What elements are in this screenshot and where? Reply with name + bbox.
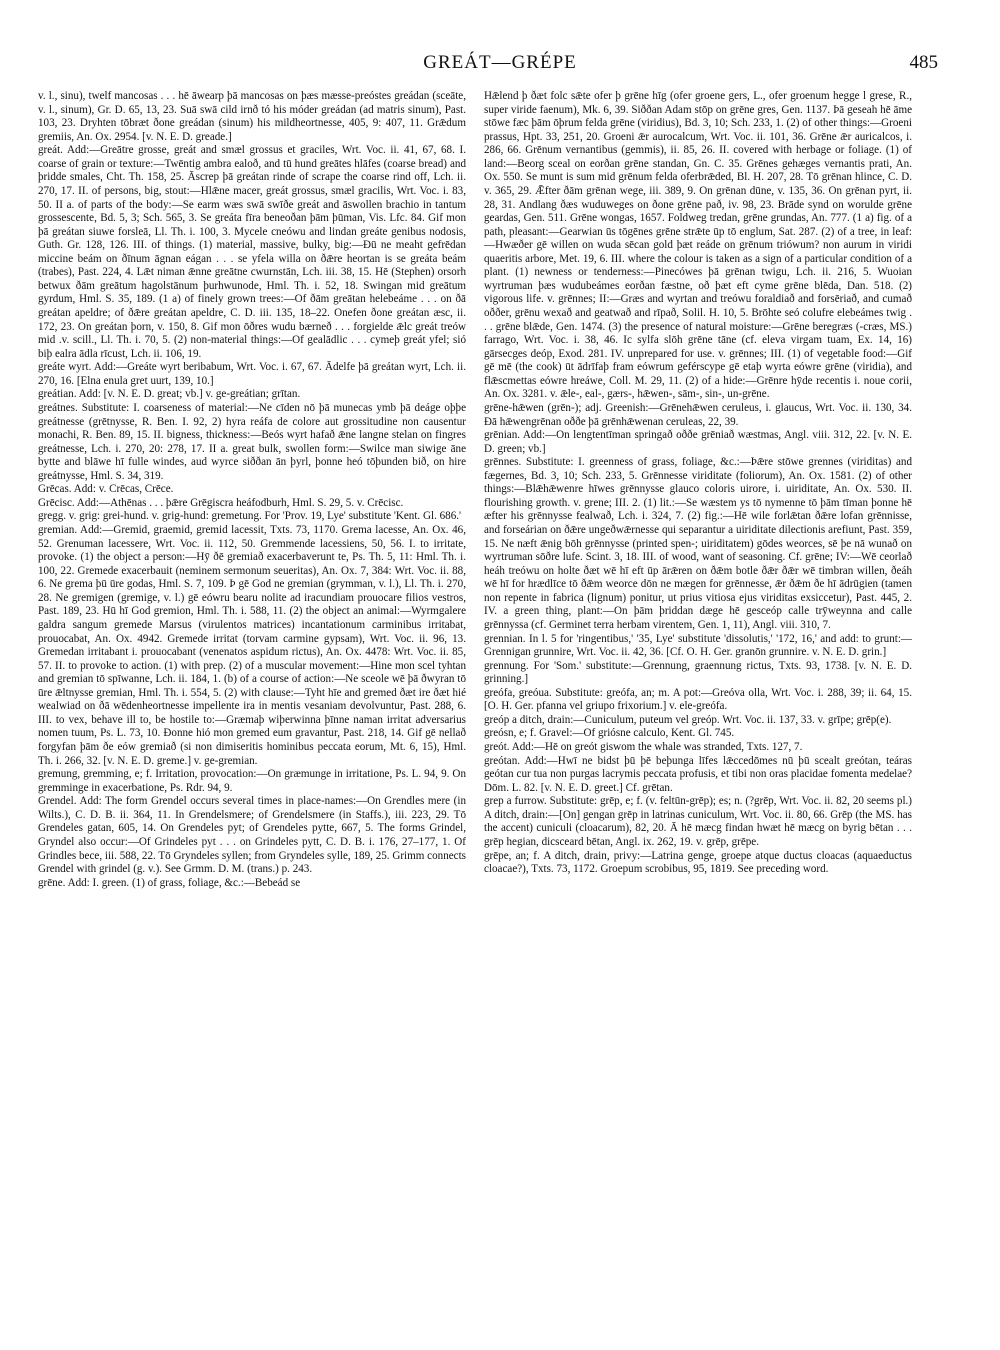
- dictionary-entry: grēne-hǣwen (grēn-); adj. Greenish:—Grēnehǣwen ceruleus, i. glaucus, Wrt. Voc. ii. 130, 34. Ðā hǣwengrēnan oððe þā grēnhǣwenan ceruleas, 22, 39.: [484, 401, 912, 428]
- dictionary-entry: greátnes. Substitute: I. coarseness of material:—Ne cīden nō þā munecas ymb þā deáge oþþe greátnesse (grētnysse, R. Ben. I. 92, 2) hyra reáfa de colore aut grossitudine non causentur monachi, R. Ben. 89, 15. II. bigness, thickness:—Beós wyrt hafað ǣne langne stelan on fingres greátnesse, Lch. i. 270, 20: 278, 17. II a. great bulk, swollen form:—Swilce man siwige āne bytte and blāwe hī fulle windes, aud wyrce siððan ān þyrl, þonne heó tōþunden bið, on hire greátnysse, Hml. S. 34, 319.: [38, 401, 466, 482]
- dictionary-entry: Hǣlend þ ðæt folc sǣte ofer þ grēne hīg (ofer groene gers, L., ofer groenum hegge l grese, R., super viride faenum), Mk. 6, 39. Siððan Adam stōp on grēne gres, Gen. 1137. Þā geseah hē āme stōwe fæc þām ōþrum felda grēne (viridius), Bd. 3, 10; Sch. 233, 1. (2) of other things:—Groeni prassus, Hpt. 33, 251, 20. Groeni ǣr aurocalcum, Wrt. Voc. ii. 101, 36. Grēne ǣr auricalcos, i. 286, 66. Grēnum vernantibus (gemmis), ii. 85, 26. II. covered with herbage or foliage. (1) of land:—Beorg sceal on eorðan grēne standan, Gn. C. 35. Grēnes gehæges vernantis prati, An. Ox. 550. Se munt is sum mid grēnum felda oferbrǣded, Bl. H. 207, 28. Tō grēnan hlince, C. D. v. 365, 29. Ǣfter ðām grēnan wege, iii. 389, 9. On grēnan dūne, v. 135, 36. On grēnan pyrt, ii. 28, 31. Andlang ðæs wuduweges on ðone grēne pað, iv. 98, 23. Brāde synd on worulde grēne geardas, Gen. 511. Grēne wongas, 1657. Foldweg tredan, grēne grundas, An. 777. (1 a) fig. of a path, pleasant:—Gearwian ūs tōgēnes grēne strǣte ūp tō englum, Sat. 287. (2) of a tree, in leaf:—Hwæðer gē willen on wuda sēcan gold þæt reáde on grēnum triówum? non aurum in viridi quaeritis arbore, Met. 19, 6. III. where the colour is taken as a sign of a particular condition of a plant. (1) newness or tenderness:—Pinecówes þā grēnan twigu, Lch. ii. 216, 5. Wuoian wyrtruman þæs wudubeámes eorðan fæstne, oð þæt eft cyme grēne blēda, Dan. 518. (2) vigorous life. v. grēnnes; II:—Græs and wyrtan and treówu foraldiað and forsēriað, and cumað oððer, grēnu wexað and geatwað and rīpað, Solil. H. 10, 5. Brōhte seó colufre elebeámes twig . . . grēne blǣde, Gen. 1474. (3) the presence of natural moisture:—Grēne beregræs (-cræs, MS.) farrago, Wrt. Voc. i. 38, 46. Ic sylfa slōh grēne tāne (cf. eleva virgam tuam, Ex. 14, 16) gārsecges deóp, Exod. 281. IV. unprepared for use. v. grēnnes; III. (1) of vegetable food:—Gif gē mē (the cook) ūt ādrīfaþ fram eówrum geférscype gē etaþ wyrta eówre grēne (viridia), and flǣscmettas eówre hreáwe, Coll. M. 29, 11. (2) of a hide:—Grēnre hȳde recentis i. noue corii, An. Ox. 3281. v. ǣle-, eal-, gærs-, hǣwen-, sām-, sin-, un-grēne.: [484, 90, 912, 401]
- dictionary-entry: v. l., sinu), twelf mancosas . . . hē āwearp þā mancosas on þæs mæsse-preóstes greádan (sceāte, v. l., sinum), Gr. D. 65, 13, 23. Suā swā cild irnð tó his móder greádan (ad matris sinum), Past. 103, 23. Dryhten tōbræt ðone greádan (sinum) his mildheortnesse, 405, 9: 407, 11. Grǣdum gremiis, An. Ox. 2954. [v. N. E. D. greade.]: [38, 90, 466, 143]
- dictionary-entry: greát. Add:—Greātre grosse, greát and smæl grossus et graciles, Wrt. Voc. ii. 41, 67, 68. I. coarse of grain or texture:—Twēntig ambra ealoð, and tū hund greātes hlāfes (coarse bread) and þridde smales, Cht. Th. 158, 25. Āscrep þā greátan rinde of scrape the coarse rind off, Lch. ii. 270, 17. II. of persons, big, stout:—Hlǣne macer, greát grossus, smæl gracilis, Wrt. Voc. i. 83, 50. II a. of parts of the body:—Se earm wæs swā swīðe greát and āswollen brachio in tantum grossescente, Bd. 5, 3; Sch. 565, 3. Se greáta fīra beneoðan þām þūman, Vis. Lfc. 84. Gif mon þā greátan siuwe forsleā, Ll. Th. i. 100, 3. Mycele cneówu and lindan greáte genibus nodosis, Guth. Gr. 128, 126. III. of things. (1) material, massive, bulky, big:—Ðū ne meaht gefrēdan miccine beám on ðīnum āgnan eágan . . . se yfela willa on ðǣre heortan is se greáta beám (trabes), Past. 224, 4. Lǣt niman ǣnne greātne cwurnstān, Lch. iii. 38, 15. Hē (Stephen) orsorh betwux ðām greātum hagolstānum þurhwunode, Hml. Th. i. 52, 18. Swingan mid greātum gyrdum, Hml. S. 35, 189. (1 a) of finely grown trees:—Of ðām greātan helebeáme . . . on ðā greátan apeldre; of ðǣre greátan apeldre, C. D. iii. 135, 18–22. Onefen ðone greátan æsc, ii. 172, 23. On greátan þorn, v. 150, 8. Gif mon ōðres wudu bærneð . . . forgielde ǣlc greát treów mid .v. scill., Ll. Th. i. 70, 5. (2) non-material things:—Of gealādlic . . . cymeþ greát yfel; sió biþ ealra ādla rīcust, Lch. ii. 106, 19.: [38, 144, 466, 360]
- dictionary-entry: grennian. In l. 5 for 'ringentibus,' '35, Lye' substitute 'dissolutis,' '172, 16,' and add: to grunt:—Grennigan grunnire, Wrt. Voc. ii. 42, 36. [Cf. O. H. Ger. granōn grunnire. v. N. E. D. grin.]: [484, 632, 912, 659]
- dictionary-entry: gremian. Add:—Gremid, graemid, gremid lacessit, Txts. 73, 1170. Grema lacesse, An. Ox. 46, 52. Grenuman lacessere, Wrt. Voc. ii. 112, 50. Gremmende lacessiens, 50, 56. I. to irritate, provoke. (1) the object a person:—Hȳ ðē gremiað exacerbaverunt te, Ps. Th. 5, 11: Hml. Th. i. 100, 22. Gremede exacerbauit (neminem sermonum seueritas), An. Ox. 7, 384: Wrt. Voc. ii. 88, 6. Ne grema þū ūre godas, Hml. S. 7, 109. Þ gē God ne gremian (grymman, v. l.), Ll. Th. i. 270, 28. Ne gremigen (gremige, v. l.) gē eówru bearu nolite ad iracundiam prouocare filios vestros, Past. 189, 23. Hū hī God gremion, Hml. Th. i. 588, 11. (2) the object an animal:—Wyrmgalere galdra sangum gremede Marsus (virulentos matrices) incantationum carminibus irritabat, prouocabat, An. Ox. 4942. Gremede irritat (torvam carmine gypsam), Wrt. Voc. ii. 96, 13. Gremedan irritabant i. prouocabant (venenatos aspidum rictus), An. Ox. 4478: Wrt. Voc. ii. 85, 57. II. to provoke to action. (1) with prep. (2) of a muscular movement:—Hine mon scel tyhtan and gremian tō spīwanne, Lch. ii. 184, 1. (b) of a course of action:—Ne sceole wē þā ðwyran tō ūre ǣltnysse gremian, Hml. Th. i. 554, 5. (2) with clause:—Tyht hīe and gremed ðæt ire ðæt hié wealwiad on ðā wēdenheortnesse impellente ira in mentis vesaniam devolvuntur, Past. 288, 6. III. to vex, behave ill to, be hostile to:—Græmaþ wiþerwinna þīnne naman irritat adversarius nomen tuum, Ps. L. 73, 10. Ðonne hió mon gremed eum gravantur, Past. 218, 14. Gif gē nellað forgyfan þām ðe eów gremiað (si non dimiseritis hominibus peccata eorum, Mt. 6, 15), Hml. Th. i. 266, 32. [v. N. E. D. greme.] v. ge-gremian.: [38, 524, 466, 767]
- dictionary-entry: greátian. Add: [v. N. E. D. great; vb.] v. ge-greátian; grītan.: [38, 388, 301, 401]
- left-column: [38, 90, 466, 890]
- dictionary-entry: Grēcisc. Add:—Athēnas . . . þǣre Grēgiscra heáfodburh, Hml. S. 29, 5. v. Crēcisc.: [38, 496, 404, 509]
- dictionary-entry: gremung, gremming, e; f. Irritation, provocation:—On græmunge in irritatione, Ps. L. 94, 9. On gremminge in exacerbatione, Ps. Rdr. 94, 9.: [38, 768, 466, 794]
- dictionary-entry: greófa, greóua. Substitute: greófa, an; m. A pot:—Greóva olla, Wrt. Voc. i. 288, 39; ii. 64, 15. [O. H. Ger. pfanna vel griupo frixorium.] v. ele-greófa.: [484, 686, 912, 713]
- dictionary-entry: greót. Add:—Hē on greót giswom the whale was stranded, Txts. 127, 7.: [484, 741, 803, 753]
- dictionary-entry: Grēcas. Add: v. Crēcas, Crēce.: [38, 483, 174, 496]
- dictionary-entry: greósn, e; f. Gravel:—Of griósne calculo, Kent. Gl. 745.: [484, 727, 735, 740]
- page-header: [0, 52, 1000, 82]
- right-column: [484, 90, 912, 877]
- dictionary-entry: grēnnes. Substitute: I. greenness of grass, foliage, &c.:—Þǣre stōwe grennes (viriditas) and fægernes, Bd. 3, 10; Sch. 233, 5. Grēnnesse viriditate (foliorum), An. Ox. 1581. (2) of other things:—Blǣhǣwenre hīwes grēnnysse glauco coloris uirore, i. uiriditate, An. Ox. 530. II. flourishing growth. v. grene; III. 2. (1) lit.:—Se wæstem ys tō nymenne tō þām tīman þonne hē æfter his grēnnysse fealwað, Lch. i. 324, 7. (2) fig.:—Hē wile forlǣtan ðǣre lofan grēnnisse, and forseárian on ðǣre ungeðwǣrnesse qui separantur a uiriditate dilectionis arefiunt, Past. 359, 15. Ne næft ǣnig bōh grēnnysse (printed spen-; uiriditatem) gōdes weorces, sē þe nā wunað on wyrtruman sōðre lufe. Scint. 3, 18. III. of wood, want of seasoning. Cf. grēne; IV:—Wē ceorlað heáh treówu on holte ðæt wē hī eft ūp ārǣren on ðǣm botle ðǣr ðǣr wē timbran willen, ðeáh wē hī for hrædlīce tō ðǣm weorce dōn ne mægen for grēnnesse, ǣr ðǣm ðe hī ādrūgien (tamen non repente in fabrica (lignum) ponitur, ut prius vitiosa ejus viriditas exsiccetur), Past. 445, 2. IV. a green thing, plant:—On þām þriddan dæge hē gesceóp calle trȳweynna and calle grēnnyssa (cf. Germinet terra herbam virentem, Gen. 1, 11), Angl. viii. 310, 7.: [484, 456, 912, 631]
- dictionary-entry: greóp a ditch, drain:—Cuniculum, puteum vel greóp. Wrt. Voc. ii. 137, 33. v. grīpe; grēp(e).: [484, 713, 892, 726]
- dictionary-entry: grēnian. Add:—On lengtentīman springað oððe grēniað wæstmas, Angl. viii. 312, 22. [v. N. E. D. green; vb.]: [484, 429, 912, 455]
- dictionary-entry: grēpe, an; f. A ditch, drain, privy:—Latrina genge, groepe atque ductus cloacas (aquaeductus cloacae?), Txts. 73, 1172. Groepum scrobibus, 95, 1819. See preceding word.: [484, 849, 912, 876]
- dictionary-entry: grep a furrow. Substitute: grēp, e; f. (v. feltūn-grēp); es; n. (?grēp, Wrt. Voc. ii. 82, 20 seems pl.) A ditch, drain:—[On] gengan grēp in latrinas cuniculum, Wrt. Voc. ii. 80, 66. Grēp (the MS. has the accent) cuniculi (cloacarum), 82, 20. Ā hē mæcg findan hwæt hē mæcg on byrig bētan . . . grēp hegian, dicsceard bētan, Angl. ix. 262, 19. v. grēp, grēpe.: [484, 795, 912, 848]
- dictionary-entry: greótan. Add:—Hwī ne bidst þū þē beþunga līfes lǣccedōmes nū þū scealt greótan, teáras geótan cur tua non purgas lacrymis peccata profusis, et tibi non oras placidae fomenta medelae? Dōm. L. 82. [v. N. E. D. greet.] Cf. grētan.: [484, 754, 912, 794]
- dictionary-entry: grennung. For 'Som.' substitute:—Grennung, graennung rictus, Txts. 93, 1738. [v. N. E. D. grinning.]: [484, 659, 912, 686]
- dictionary-entry: grēne. Add: I. green. (1) of grass, foliage, &c.:—Bebeád se: [38, 876, 301, 889]
- page-number: 485: [909, 52, 938, 73]
- dictionary-entry: greáte wyrt. Add:—Greáte wyrt beribabum, Wrt. Voc. i. 67, 67. Ādelfe þā greátan wyrt, Lch. ii. 270, 16. [Elna enula gret uurt, 139, 10.]: [38, 361, 466, 387]
- dictionary-entry: Grendel. Add: The form Grendel occurs several times in place-names:—On Grendles mere (in Wilts.), C. D. B. ii. 364, 11. In Grendelsmere; of Grendelsmere (in Staffs.), iii. 223, 29. Tō Grendeles gatan, 605, 14. On Grendeles pyt; of Grendeles pytte, 667, 5. The forms Grindel, Gryndel also occur:—Of Grindeles pyt . . . on Grindeles pytt, C. D. B. i. 176, 27–177, 1. Of Grindles bece, iii. 588, 22. Tō Gryndeles syllen; from Gryndeles sylle, 189, 25. Grimm connects Grendel with grindel (g. v.). See Grmm. D. M. (trans.) p. 243.: [38, 795, 466, 876]
- dictionary-entry: gregg. v. grig: grei-hund. v. grig-hund: gremetung. For 'Prov. 19, Lye' substitute 'Kent. Gl. 686.': [38, 510, 462, 523]
- running-title: GREÁT—GRÉPE: [423, 52, 577, 73]
